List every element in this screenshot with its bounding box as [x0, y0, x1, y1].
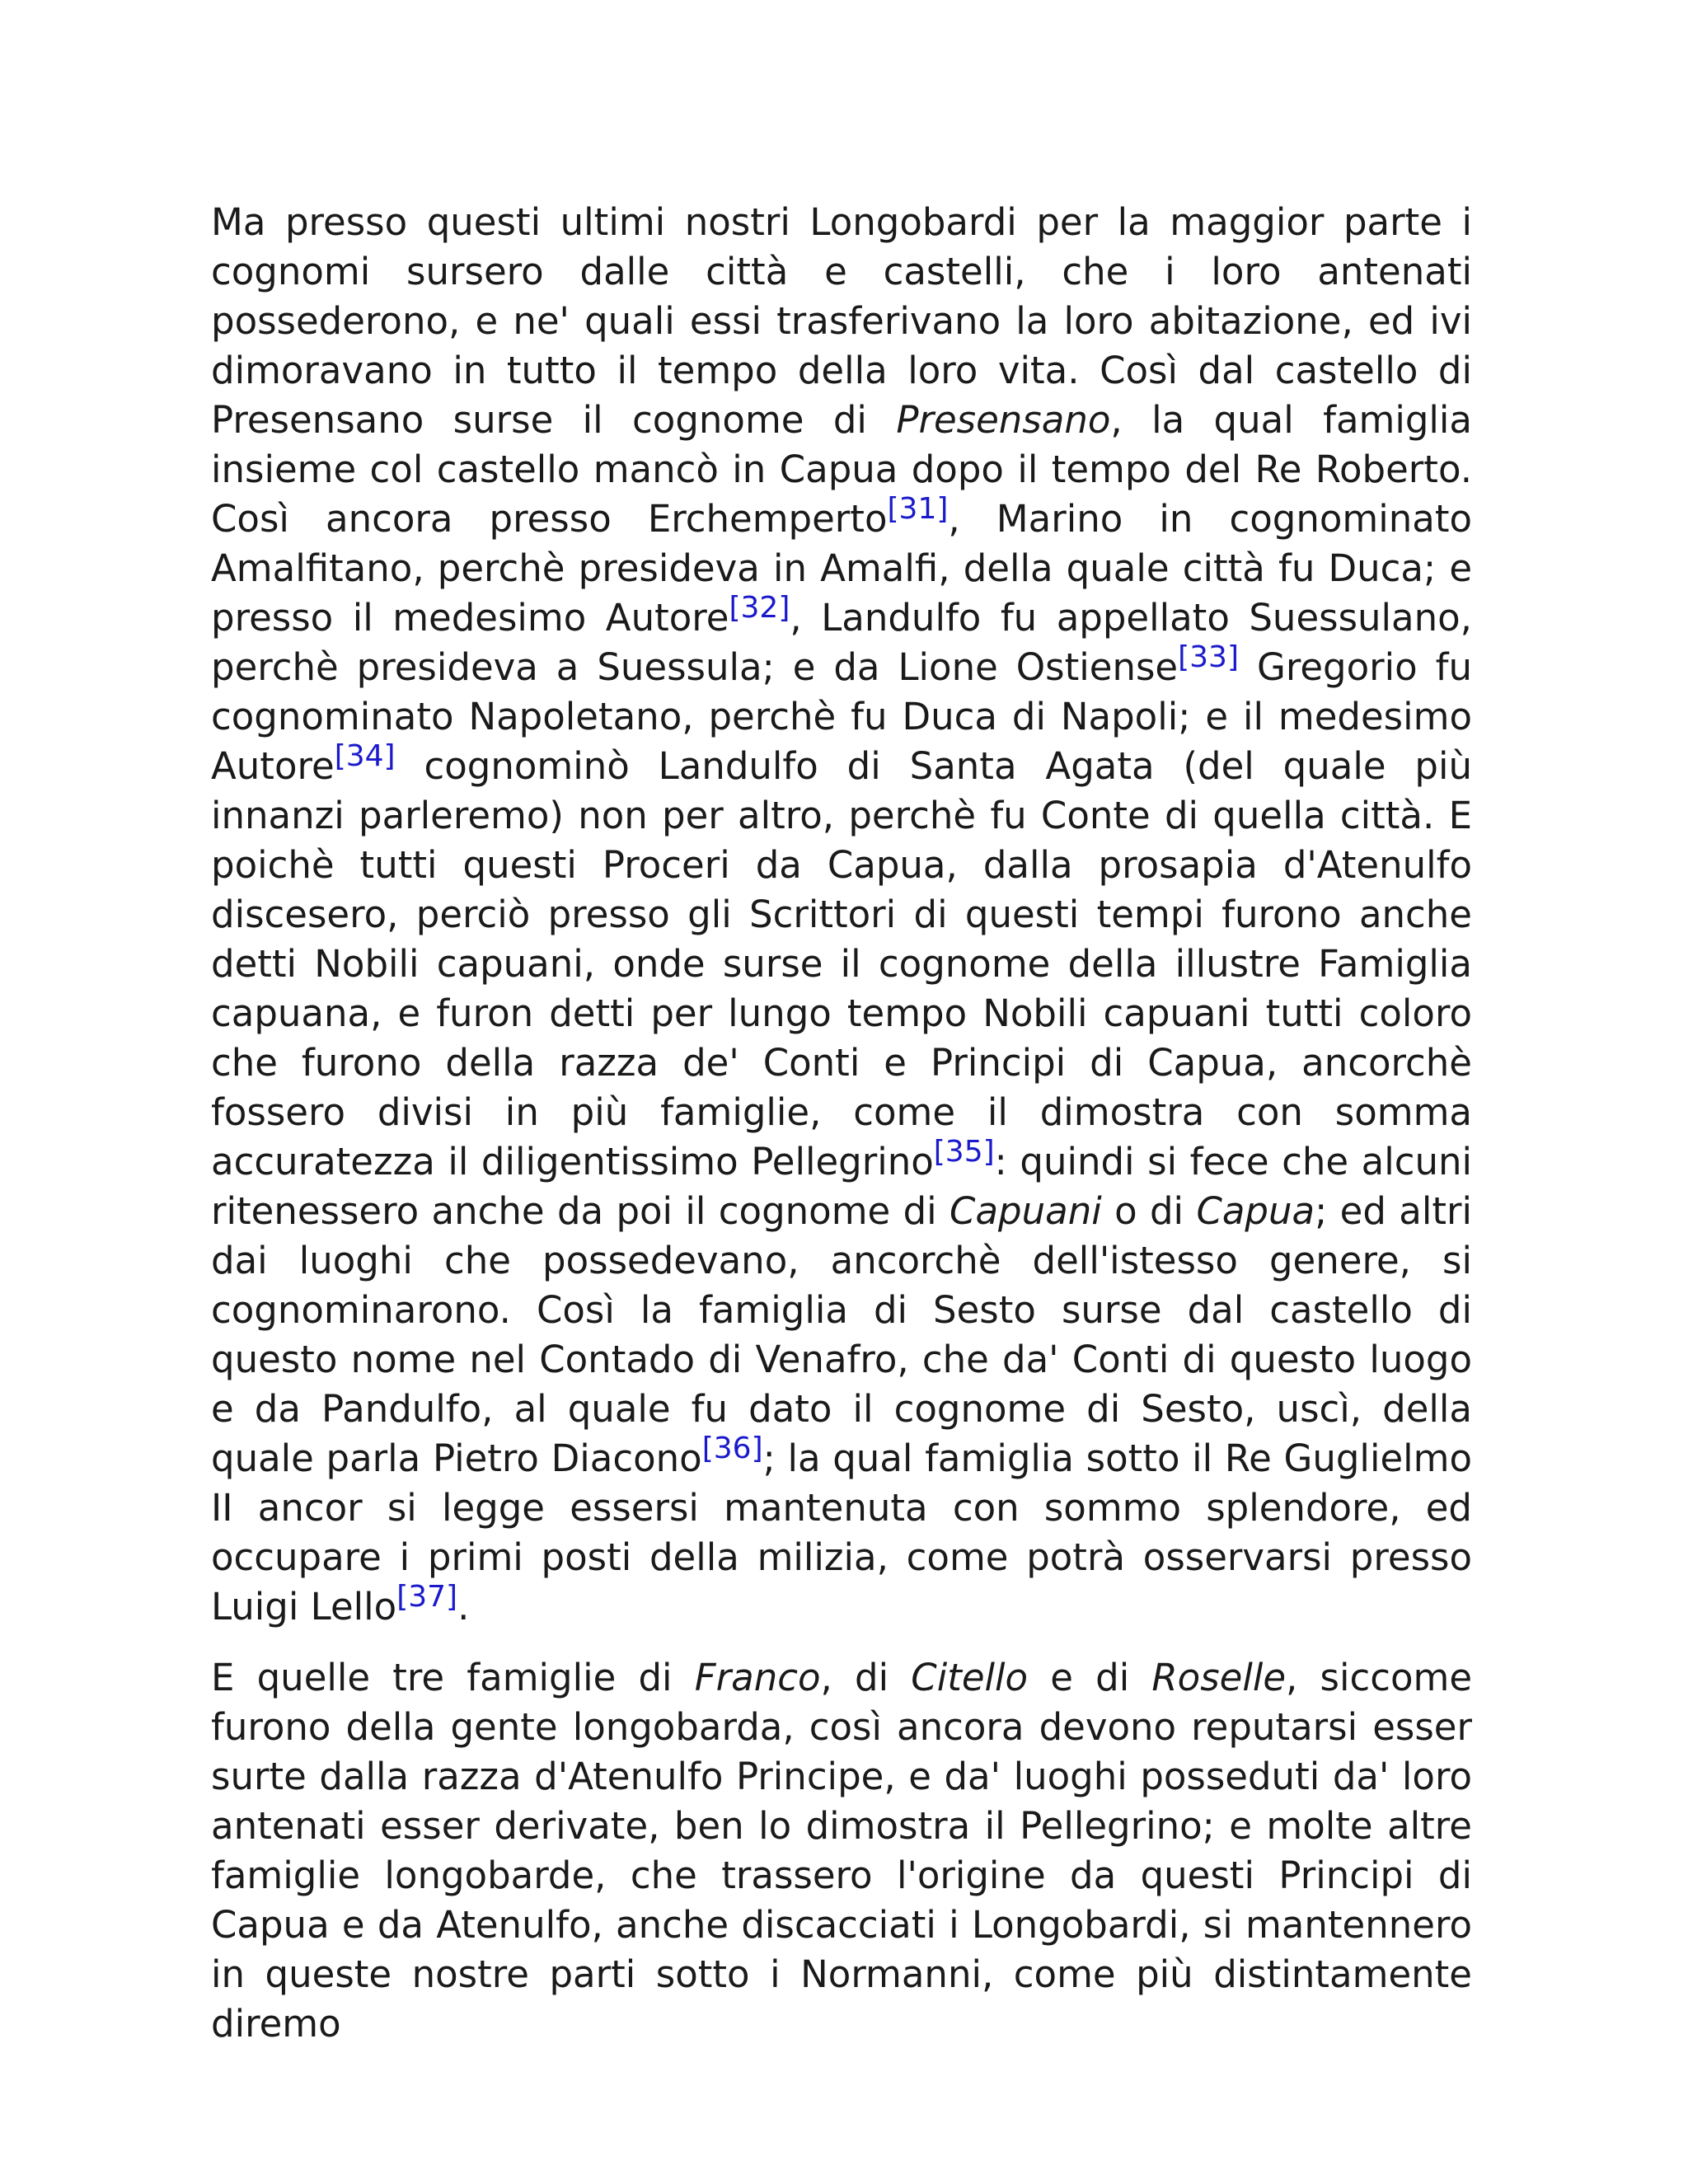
document-page: [211, 198, 1472, 2049]
italic-surname-capuani: Capuani: [950, 1189, 1102, 1233]
footnote-link-33[interactable]: [33]: [1178, 640, 1239, 674]
text-run: .: [457, 1585, 470, 1629]
text-run: cognominò Landulfo di Santa Agata (del quale più innanzi parleremo) non per altro, perchè fu Conte di quella città. E poichè tutti questi Proceri da Capua, dalla prosapia d'Atenulfo discesero, perciò presso gli Scrittori di questi tempi furono anche detti Nobili capuani, onde surse il cognome della illustre Famiglia capuana, e furon detti per lungo tempo Nobili capuani tutti coloro che furono della razza de' Conti e Principi di Capua, ancorchè fossero divisi in più famiglie, come il dimostra con somma accuratezza il diligentissimo Pellegrino: [211, 744, 1472, 1183]
text-run: ; ed altri dai luoghi che possedevano, ancorchè dell'istesso genere, si cognominarono. Così la famiglia di Sesto surse dal castello di questo nome nel Contado di Venafro, che da' Conti di questo luogo e da Pandulfo, al quale fu dato il cognome di Sesto, uscì, della quale parla Pietro Diacono: [211, 1189, 1472, 1480]
text-run: , Landulfo fu appellato Suessulano, perchè presideva a Suessula; e da Lione Ostiense: [211, 596, 1472, 689]
footnote-link-37[interactable]: [37]: [396, 1580, 458, 1614]
footnote-link-32[interactable]: [32]: [729, 591, 790, 625]
text-run: o di: [1101, 1189, 1197, 1233]
text-run: Ma presso questi ultimi nostri Longobardi per la maggior parte i cognomi sursero dalle città e castelli, che i loro antenati possederono, e ne' quali essi trasferivano la loro abitazione, ed ivi dimoravano in tutto il tempo della loro vita. Così dal castello di Presensano surse il cognome di: [211, 200, 1472, 442]
text-run: E quelle tre famiglie di: [211, 1656, 695, 1699]
footnote-link-36[interactable]: [36]: [701, 1432, 763, 1465]
footnote-link-31[interactable]: [31]: [887, 492, 949, 526]
italic-surname-capua: Capua: [1196, 1189, 1315, 1233]
text-run: e di: [1028, 1656, 1152, 1699]
footnote-link-34[interactable]: [34]: [334, 739, 396, 773]
italic-surname-franco: Franco: [694, 1656, 821, 1699]
text-run: , di: [820, 1656, 912, 1699]
text-run: Gregorio fu cognominato Napoletano, perchè fu Duca di Napoli; e il medesimo Autore: [211, 645, 1472, 788]
text-run: , Marino in cognominato Amalfitano, perchè presideva in Amalfi, della quale città fu Duca; e presso il medesimo Autore: [211, 497, 1472, 640]
footnote-link-35[interactable]: [35]: [933, 1135, 995, 1169]
italic-surname-roselle: Roselle: [1151, 1656, 1287, 1699]
italic-surname-citello: Citello: [911, 1656, 1029, 1699]
text-run: ; la qual famiglia sotto il Re Guglielmo II ancor si legge essersi mantenuta con sommo splendore, ed occupare i primi posti della milizia, come potrà osservarsi presso Luigi Lello: [211, 1436, 1472, 1629]
italic-surname-presensano: Presensano: [896, 398, 1111, 442]
text-run: , siccome furono della gente longobarda, così ancora devono reputarsi esser surte dalla razza d'Atenulfo Principe, e da' luoghi posseduti da' loro antenati esser derivate, ben lo dimostra il Pellegrino; e molte altre famiglie longobarde, che trassero l'origine da questi Principi di Capua e da Atenulfo, anche discacciati i Longobardi, si mantennero in queste nostre parti sotto i Normanni, come più distintamente diremo: [211, 1656, 1473, 2046]
text-run: : quindi si fece che alcuni ritenessero anche da poi il cognome di: [211, 1140, 1473, 1233]
text-run: , la qual famiglia insieme col castello mancò in Capua dopo il tempo del Re Roberto. Così ancora presso Erchemperto: [211, 398, 1473, 541]
paragraph-2: [211, 1653, 1472, 2049]
paragraph-1: [211, 198, 1472, 1632]
